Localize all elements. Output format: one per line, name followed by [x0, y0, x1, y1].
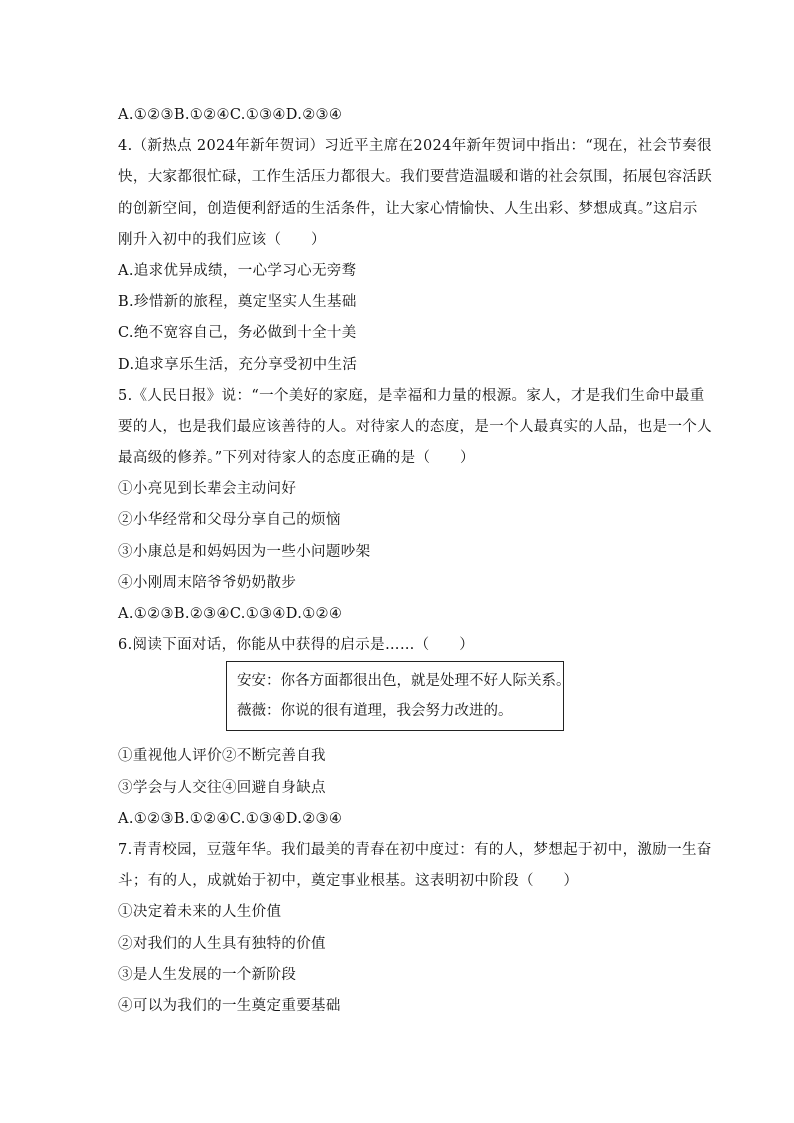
text-line: A.①②③B.①②④C.①③④D.②③④: [118, 107, 343, 123]
text-line: 快，大家都很忙碌，工作生活压力都很大。我们要营造温暖和谐的社会氛围，拓展包容活跃: [118, 169, 712, 186]
text-line: 要的人，也是我们最应该善待的人。对待家人的态度，是一个人最真实的人品，也是一个人: [118, 418, 712, 435]
dialog-line: 安安：你各方面都很出色，就是处理不好人际关系。: [237, 673, 571, 690]
statement-item: ②小华经常和父母分享自己的烦恼: [118, 512, 341, 529]
question-block-bottom: [118, 741, 712, 1022]
text-line: 5.《人民日报》说：“一个美好的家庭，是幸福和力量的根源。家人，才是我们生命中最重: [118, 387, 705, 404]
dialog-container: [118, 661, 678, 741]
answer-option: B.珍惜新的旅程，奠定坚实人生基础: [118, 294, 357, 311]
answer-options-row: A.①②③B.②③④C.①③④D.①②④: [118, 606, 343, 622]
statement-item: ①决定着未来的人生价值: [118, 904, 282, 921]
statement-item: ③小康总是和妈妈因为一些小问题吵架: [118, 543, 371, 560]
text-line: 4.（新热点 2024年新年贺词）习近平主席在2024年新年贺词中指出：“现在，社会节奏很: [118, 138, 712, 155]
statement-item: ①重视他人评价②不断完善自我: [118, 748, 326, 765]
statement-item: ②对我们的人生具有独特的价值: [118, 935, 326, 952]
answer-option: D.追求享乐生活，充分享受初中生活: [118, 356, 358, 373]
statement-item: ③学会与人交往④回避自身缺点: [118, 779, 326, 796]
statement-item: ④可以为我们的一生奠定重要基础: [118, 997, 341, 1014]
statement-item: ③是人生发展的一个新阶段: [118, 966, 297, 983]
text-line: 7.青青校园，豆蔻年华。我们最美的青春在初中度过：有的人，梦想起于初中，激励一生奋: [118, 841, 712, 858]
answer-options-row: A.①②③B.①②④C.①③④D.②③④: [118, 810, 343, 827]
text-line: 最高级的修养。”下列对待家人的态度正确的是（ ）: [118, 450, 475, 467]
text-line: 刚升入初中的我们应该（ ）: [118, 231, 326, 248]
document-page: [118, 100, 712, 1022]
text-line: 的创新空间，创造便利舒适的生活条件，让大家心情愉快、人生出彩、梦想成真。”这启示: [118, 200, 698, 217]
statement-item: ④小刚周末陪爷爷奶奶散步: [118, 574, 297, 591]
dialog-line: 薇薇：你说的很有道理，我会努力改进的。: [237, 703, 513, 720]
text-line: 斗；有的人，成就始于初中，奠定事业根基。这表明初中阶段（ ）: [118, 873, 579, 890]
dialog-box: [226, 661, 571, 731]
answer-option: A.追求优异成绩，一心学习心无旁骛: [118, 262, 357, 279]
question-stem: 6.阅读下面对话，你能从中获得的启示是……（ ）: [118, 637, 475, 654]
answer-option: C.绝不宽容自己，务必做到十全十美: [118, 325, 357, 342]
statement-item: ①小亮见到长辈会主动问好: [118, 481, 297, 498]
question-block-top: [118, 100, 712, 661]
